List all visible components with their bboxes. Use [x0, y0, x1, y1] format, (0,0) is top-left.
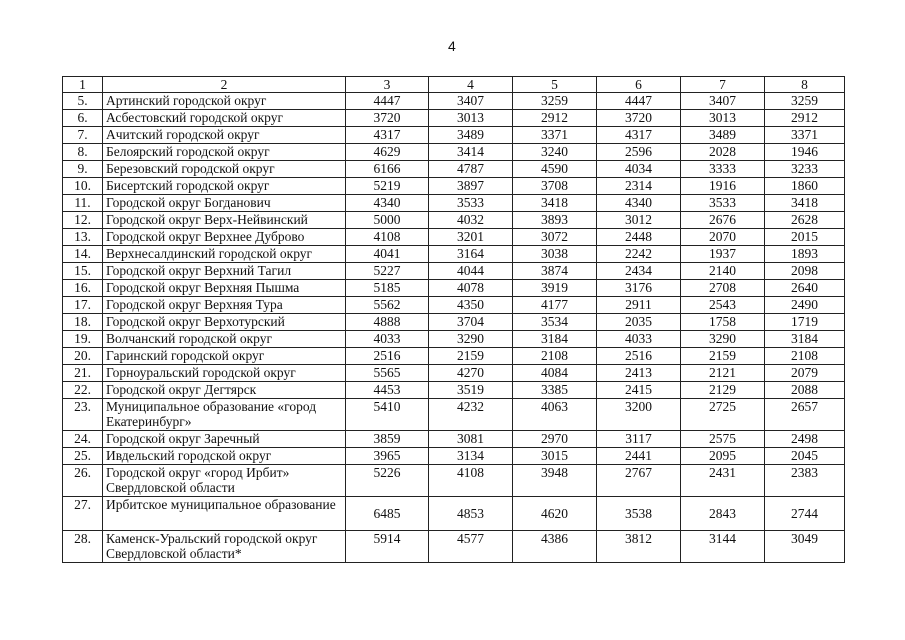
column-header: 2 [103, 77, 346, 93]
value-cell: 3519 [429, 382, 513, 399]
row-number: 14. [63, 246, 103, 263]
value-cell: 3038 [513, 246, 597, 263]
value-cell: 3418 [513, 195, 597, 212]
value-cell: 6166 [346, 161, 429, 178]
row-number: 12. [63, 212, 103, 229]
value-cell: 3164 [429, 246, 513, 263]
value-cell: 3418 [765, 195, 845, 212]
value-cell: 1860 [765, 178, 845, 195]
value-cell: 2912 [513, 110, 597, 127]
value-cell: 3538 [597, 497, 681, 531]
row-number: 24. [63, 431, 103, 448]
row-number: 26. [63, 465, 103, 497]
value-cell: 2070 [681, 229, 765, 246]
row-number: 20. [63, 348, 103, 365]
value-cell: 2045 [765, 448, 845, 465]
value-cell: 2088 [765, 382, 845, 399]
value-cell: 1893 [765, 246, 845, 263]
value-cell: 2543 [681, 297, 765, 314]
value-cell: 3144 [681, 531, 765, 563]
row-number: 17. [63, 297, 103, 314]
value-cell: 2159 [429, 348, 513, 365]
value-cell: 2108 [513, 348, 597, 365]
column-header: 7 [681, 77, 765, 93]
value-cell: 3919 [513, 280, 597, 297]
value-cell: 6485 [346, 497, 429, 531]
value-cell: 5219 [346, 178, 429, 195]
value-cell: 3533 [681, 195, 765, 212]
value-cell: 2028 [681, 144, 765, 161]
row-number: 21. [63, 365, 103, 382]
municipality-name: Городской округ «город Ирбит» Свердловской области [103, 465, 346, 497]
value-cell: 4044 [429, 263, 513, 280]
value-cell: 3333 [681, 161, 765, 178]
value-cell: 2596 [597, 144, 681, 161]
value-cell: 2640 [765, 280, 845, 297]
municipality-name: Городской округ Верхний Тагил [103, 263, 346, 280]
value-cell: 3072 [513, 229, 597, 246]
row-number: 23. [63, 399, 103, 431]
value-cell: 2676 [681, 212, 765, 229]
municipality-name: Горноуральский городской округ [103, 365, 346, 382]
value-cell: 4447 [597, 93, 681, 110]
value-cell: 2516 [346, 348, 429, 365]
municipality-name: Городской округ Богданович [103, 195, 346, 212]
value-cell: 4032 [429, 212, 513, 229]
value-cell: 5565 [346, 365, 429, 382]
table-row [63, 331, 845, 348]
value-cell: 3874 [513, 263, 597, 280]
row-number: 11. [63, 195, 103, 212]
value-cell: 3708 [513, 178, 597, 195]
row-number: 5. [63, 93, 103, 110]
table-row [63, 348, 845, 365]
value-cell: 1937 [681, 246, 765, 263]
value-cell: 2970 [513, 431, 597, 448]
value-cell: 3176 [597, 280, 681, 297]
value-cell: 2431 [681, 465, 765, 497]
value-cell: 2095 [681, 448, 765, 465]
table-row [63, 497, 845, 531]
table-row [63, 93, 845, 110]
value-cell: 3201 [429, 229, 513, 246]
value-cell: 3897 [429, 178, 513, 195]
municipality-name: Городской округ Верхотурский [103, 314, 346, 331]
municipality-name: Городской округ Верхнее Дуброво [103, 229, 346, 246]
value-cell: 4888 [346, 314, 429, 331]
value-cell: 2035 [597, 314, 681, 331]
value-cell: 4232 [429, 399, 513, 431]
page-number: 4 [448, 38, 456, 54]
value-cell: 2767 [597, 465, 681, 497]
value-cell: 3290 [429, 331, 513, 348]
value-cell: 2843 [681, 497, 765, 531]
value-cell: 2098 [765, 263, 845, 280]
value-cell: 4386 [513, 531, 597, 563]
municipality-name: Городской округ Верхняя Тура [103, 297, 346, 314]
municipality-name: Верхнесалдинский городской округ [103, 246, 346, 263]
value-cell: 2628 [765, 212, 845, 229]
table-row [63, 127, 845, 144]
value-cell: 2490 [765, 297, 845, 314]
value-cell: 2242 [597, 246, 681, 263]
value-cell: 3012 [597, 212, 681, 229]
value-cell: 4108 [429, 465, 513, 497]
value-cell: 3200 [597, 399, 681, 431]
value-cell: 4629 [346, 144, 429, 161]
value-cell: 4270 [429, 365, 513, 382]
value-cell: 3812 [597, 531, 681, 563]
header-row [63, 77, 845, 93]
value-cell: 3290 [681, 331, 765, 348]
value-cell: 3534 [513, 314, 597, 331]
table-row [63, 280, 845, 297]
row-number: 8. [63, 144, 103, 161]
value-cell: 5185 [346, 280, 429, 297]
value-cell: 3081 [429, 431, 513, 448]
row-number: 9. [63, 161, 103, 178]
value-cell: 3407 [681, 93, 765, 110]
row-number: 15. [63, 263, 103, 280]
value-cell: 4317 [597, 127, 681, 144]
value-cell: 2912 [765, 110, 845, 127]
value-cell: 3704 [429, 314, 513, 331]
row-number: 10. [63, 178, 103, 195]
value-cell: 3259 [513, 93, 597, 110]
value-cell: 3371 [513, 127, 597, 144]
value-cell: 3859 [346, 431, 429, 448]
municipality-name: Городской округ Верхняя Пышма [103, 280, 346, 297]
value-cell: 3013 [429, 110, 513, 127]
row-number: 13. [63, 229, 103, 246]
table-row [63, 531, 845, 563]
value-cell: 3015 [513, 448, 597, 465]
municipality-name: Городской округ Дегтярск [103, 382, 346, 399]
value-cell: 2911 [597, 297, 681, 314]
value-cell: 2413 [597, 365, 681, 382]
row-number: 6. [63, 110, 103, 127]
value-cell: 1946 [765, 144, 845, 161]
value-cell: 2159 [681, 348, 765, 365]
municipality-name: Волчанский городской округ [103, 331, 346, 348]
value-cell: 3049 [765, 531, 845, 563]
table-row [63, 297, 845, 314]
value-cell: 3371 [765, 127, 845, 144]
table-row [63, 314, 845, 331]
value-cell: 2434 [597, 263, 681, 280]
value-cell: 1758 [681, 314, 765, 331]
column-header: 6 [597, 77, 681, 93]
value-cell: 4108 [346, 229, 429, 246]
value-cell: 2744 [765, 497, 845, 531]
table-row [63, 465, 845, 497]
value-cell: 5914 [346, 531, 429, 563]
municipality-name: Городской округ Верх-Нейвинский [103, 212, 346, 229]
municipality-name: Ачитский городской округ [103, 127, 346, 144]
value-cell: 2448 [597, 229, 681, 246]
value-cell: 4853 [429, 497, 513, 531]
column-header: 1 [63, 77, 103, 93]
table-row [63, 246, 845, 263]
value-cell: 2314 [597, 178, 681, 195]
value-cell: 2140 [681, 263, 765, 280]
table-row [63, 195, 845, 212]
value-cell: 3720 [346, 110, 429, 127]
value-cell: 4033 [597, 331, 681, 348]
row-number: 22. [63, 382, 103, 399]
value-cell: 4590 [513, 161, 597, 178]
value-cell: 3184 [513, 331, 597, 348]
municipality-name: Муниципальное образование «город Екатеринбург» [103, 399, 346, 431]
table-row [63, 229, 845, 246]
row-number: 25. [63, 448, 103, 465]
value-cell: 1719 [765, 314, 845, 331]
data-table [62, 76, 845, 563]
row-number: 18. [63, 314, 103, 331]
municipality-name: Асбестовский городской округ [103, 110, 346, 127]
value-cell: 2129 [681, 382, 765, 399]
value-cell: 4340 [597, 195, 681, 212]
value-cell: 3134 [429, 448, 513, 465]
column-header: 3 [346, 77, 429, 93]
value-cell: 2708 [681, 280, 765, 297]
value-cell: 4177 [513, 297, 597, 314]
value-cell: 4078 [429, 280, 513, 297]
value-cell: 4317 [346, 127, 429, 144]
value-cell: 3893 [513, 212, 597, 229]
table-row [63, 212, 845, 229]
municipality-name: Городской округ Заречный [103, 431, 346, 448]
table-row [63, 263, 845, 280]
value-cell: 2079 [765, 365, 845, 382]
municipality-name: Ирбитское муниципальное образование [103, 497, 346, 531]
value-cell: 3240 [513, 144, 597, 161]
value-cell: 3414 [429, 144, 513, 161]
value-cell: 3117 [597, 431, 681, 448]
value-cell: 2415 [597, 382, 681, 399]
municipality-name: Ивдельский городской округ [103, 448, 346, 465]
row-number: 28. [63, 531, 103, 563]
value-cell: 4447 [346, 93, 429, 110]
column-header: 8 [765, 77, 845, 93]
value-cell: 4787 [429, 161, 513, 178]
value-cell: 5226 [346, 465, 429, 497]
value-cell: 3385 [513, 382, 597, 399]
column-header: 4 [429, 77, 513, 93]
municipality-name: Каменск-Уральский городской округ Свердловской области* [103, 531, 346, 563]
value-cell: 4063 [513, 399, 597, 431]
value-cell: 2657 [765, 399, 845, 431]
table-row [63, 144, 845, 161]
value-cell: 3233 [765, 161, 845, 178]
row-number: 16. [63, 280, 103, 297]
value-cell: 4041 [346, 246, 429, 263]
value-cell: 2121 [681, 365, 765, 382]
value-cell: 3948 [513, 465, 597, 497]
value-cell: 3407 [429, 93, 513, 110]
value-cell: 2516 [597, 348, 681, 365]
value-cell: 5000 [346, 212, 429, 229]
table-row [63, 448, 845, 465]
value-cell: 3533 [429, 195, 513, 212]
municipality-name: Артинский городской округ [103, 93, 346, 110]
municipality-name: Березовский городской округ [103, 161, 346, 178]
value-cell: 3965 [346, 448, 429, 465]
row-number: 27. [63, 497, 103, 531]
column-header: 5 [513, 77, 597, 93]
value-cell: 3184 [765, 331, 845, 348]
municipality-name: Белоярский городской округ [103, 144, 346, 161]
value-cell: 2015 [765, 229, 845, 246]
table-row [63, 161, 845, 178]
municipality-name: Гаринский городской округ [103, 348, 346, 365]
value-cell: 4084 [513, 365, 597, 382]
table-row [63, 382, 845, 399]
value-cell: 4577 [429, 531, 513, 563]
value-cell: 2383 [765, 465, 845, 497]
table-row [63, 110, 845, 127]
value-cell: 4620 [513, 497, 597, 531]
value-cell: 5410 [346, 399, 429, 431]
value-cell: 3013 [681, 110, 765, 127]
municipality-name: Бисертский городской округ [103, 178, 346, 195]
value-cell: 3489 [681, 127, 765, 144]
value-cell: 5227 [346, 263, 429, 280]
value-cell: 2108 [765, 348, 845, 365]
value-cell: 4453 [346, 382, 429, 399]
row-number: 19. [63, 331, 103, 348]
value-cell: 4034 [597, 161, 681, 178]
value-cell: 1916 [681, 178, 765, 195]
value-cell: 4340 [346, 195, 429, 212]
value-cell: 2441 [597, 448, 681, 465]
value-cell: 4033 [346, 331, 429, 348]
value-cell: 3489 [429, 127, 513, 144]
value-cell: 5562 [346, 297, 429, 314]
value-cell: 3259 [765, 93, 845, 110]
value-cell: 2498 [765, 431, 845, 448]
value-cell: 2575 [681, 431, 765, 448]
table-row [63, 178, 845, 195]
table-row [63, 399, 845, 431]
value-cell: 4350 [429, 297, 513, 314]
table-row [63, 365, 845, 382]
table-row [63, 431, 845, 448]
value-cell: 3720 [597, 110, 681, 127]
row-number: 7. [63, 127, 103, 144]
value-cell: 2725 [681, 399, 765, 431]
